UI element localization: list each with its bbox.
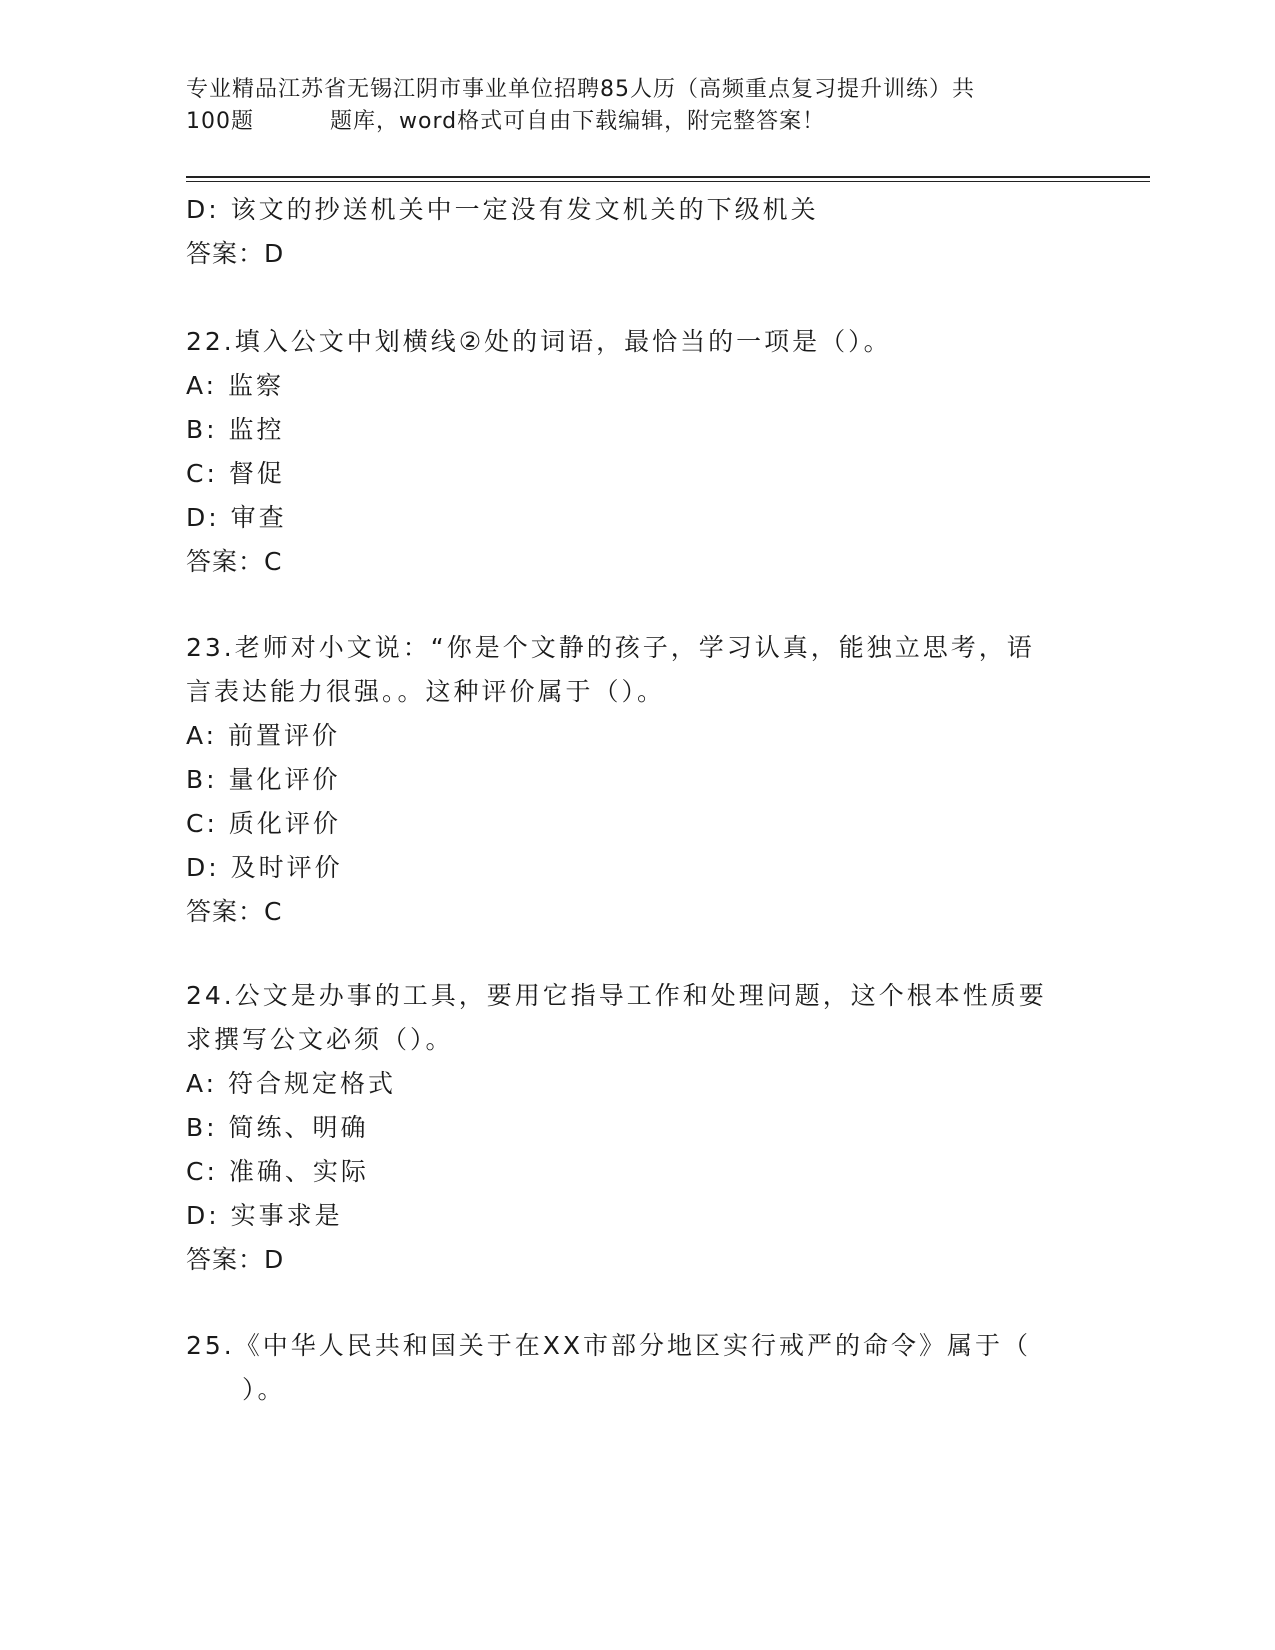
option-c: C: 质化评价 [186, 809, 341, 838]
header-description: 题库，word格式可自由下载编辑，附完整答案！ [330, 109, 826, 134]
answer-line: 答案：D [186, 1245, 285, 1274]
header-title-line-1: 专业精品江苏省无锡江阴市事业单位招聘85人历（高频重点复习提升训练）共 [186, 77, 975, 102]
header-rule-thick [186, 176, 1150, 178]
question-stem-line-2-text: ）。 [242, 1375, 286, 1404]
option-a: A: 监察 [186, 371, 285, 400]
document-header [186, 74, 1086, 138]
answer-line: 答案：C [186, 547, 283, 576]
option-b: B: 量化评价 [186, 765, 341, 794]
option-a: A: 符合规定格式 [186, 1069, 397, 1098]
question-stem-line-1: 25.《中华人民共和国关于在XX市部分地区实行戒严的命令》属于（ [186, 1331, 1032, 1360]
option-c: C: 督促 [186, 459, 285, 488]
option-d: D: 实事求是 [186, 1201, 343, 1230]
question-stem-line-2 [186, 1370, 286, 1406]
option-a: A: 前置评价 [186, 721, 341, 750]
answer-line: 答案：D [186, 239, 285, 268]
header-question-count: 100题 [186, 109, 254, 134]
question-stem-line-1: 23.老师对小文说：“你是个文静的孩子，学习认真，能独立思考，语 [186, 633, 1035, 662]
option-b: B: 简练、明确 [186, 1113, 369, 1142]
question-stem-line-1: 24.公文是办事的工具，要用它指导工作和处理问题，这个根本性质要 [186, 981, 1047, 1010]
question-stem: 22.填入公文中划横线②处的词语，最恰当的一项是（）。 [186, 327, 892, 356]
option-d: D: 审查 [186, 503, 287, 532]
header-title-line-2 [186, 106, 1086, 138]
answer-line: 答案：C [186, 897, 283, 926]
option-d: D: 及时评价 [186, 853, 343, 882]
header-rule-thin [186, 181, 1150, 182]
option-c: C: 准确、实际 [186, 1157, 369, 1186]
option-b: B: 监控 [186, 415, 285, 444]
option-d: D: 该文的抄送机关中一定没有发文机关的下级机关 [186, 195, 819, 224]
question-stem-line-2: 求撰写公文必须（）。 [186, 1025, 454, 1054]
question-stem-line-2: 言表达能力很强。。这种评价属于（）。 [186, 677, 666, 706]
